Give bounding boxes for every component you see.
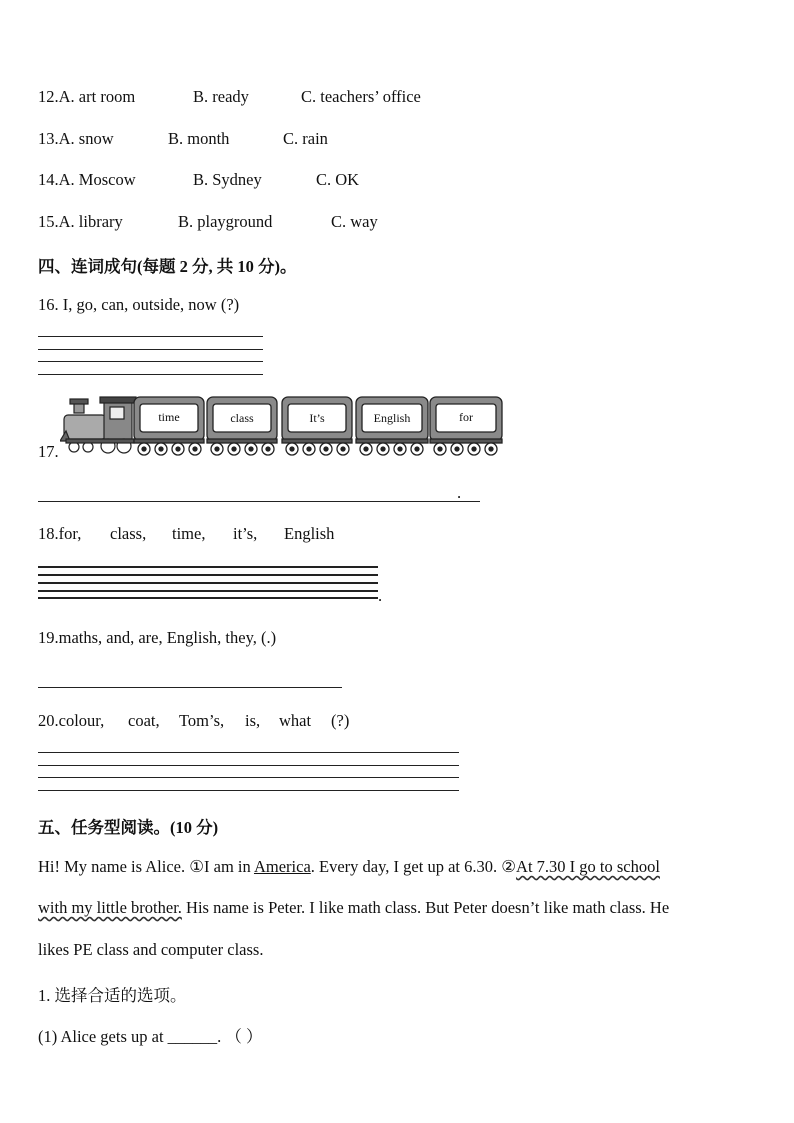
question-17-number: 17. [38, 442, 59, 461]
option-c: C. OK [316, 170, 360, 189]
train-car-1 [134, 397, 204, 455]
word: for, [58, 524, 82, 543]
word: coat, [128, 711, 160, 730]
word: it’s, [233, 524, 258, 543]
option-c: C. rain [283, 129, 328, 148]
option-a: A. snow [58, 129, 114, 148]
word: what [279, 711, 312, 730]
word: time, [172, 524, 206, 543]
option-a: A. art room [58, 87, 136, 106]
train-word-1: time [158, 410, 180, 424]
option-b: B. Sydney [193, 170, 262, 189]
train-word-5: for [459, 410, 473, 424]
question-number: 18. [38, 524, 59, 543]
question-19: 19.maths, and, are, English, they, (.) [38, 628, 277, 647]
option-b: B. playground [178, 212, 273, 231]
wavy-underlined-text: with my little brother. [38, 898, 182, 917]
word: is, [245, 711, 261, 730]
train-car-4 [356, 397, 428, 455]
passage-line-3: likes PE class and computer class. [38, 940, 264, 959]
task-1-label: 1. 选择合适的选项。 [38, 986, 187, 1005]
underlined-place: America [253, 857, 311, 876]
train-illustration [60, 393, 505, 457]
train-car-2 [207, 397, 277, 455]
question-number: 13. [38, 129, 59, 148]
word: class, [110, 524, 147, 543]
train-word-3: It’s [309, 411, 325, 425]
train-word-2: class [230, 411, 254, 425]
word: colour, [58, 711, 105, 730]
section-4-heading: 四、连词成句(每题 2 分, 共 10 分)。 [38, 257, 297, 276]
question-16: 16. I, go, can, outside, now (?) [38, 295, 240, 314]
word: Tom’s, [179, 711, 225, 730]
word: English [284, 524, 335, 543]
option-a: A. library [58, 212, 123, 231]
passage-line-1: Hi! My name is Alice. ①I am in America. Every day, I get up at 6.30. ②At 7.30 I go to school [38, 857, 660, 876]
question-number: 12. [38, 87, 59, 106]
train-car-3 [282, 397, 352, 455]
locomotive-icon [60, 397, 136, 453]
answer-blank[interactable]: ______ [167, 1027, 218, 1046]
wavy-underlined-text: At 7.30 I go to school [516, 857, 660, 876]
section-5-heading: 五、任务型阅读。(10 分) [38, 818, 219, 837]
option-a: A. Moscow [58, 170, 136, 189]
answer-period-17: . [457, 483, 462, 502]
train-car-5 [430, 397, 502, 455]
option-c: C. teachers’ office [301, 87, 421, 106]
question-number: 20. [38, 711, 59, 730]
question-number: 15. [38, 212, 59, 231]
answer-period-18: . [378, 586, 383, 605]
option-b: B. month [168, 129, 230, 148]
train-word-4: English [373, 411, 411, 425]
question-number: 14. [38, 170, 59, 189]
option-c: C. way [331, 212, 378, 231]
option-b: B. ready [193, 87, 249, 106]
passage-line-2: with my little brother. His name is Peter. I like math class. But Peter doesn’t like math class. He [38, 898, 670, 917]
task-1-question-1: (1) Alice gets up at ______. （ ） [38, 1027, 263, 1046]
word: (?) [331, 711, 350, 730]
